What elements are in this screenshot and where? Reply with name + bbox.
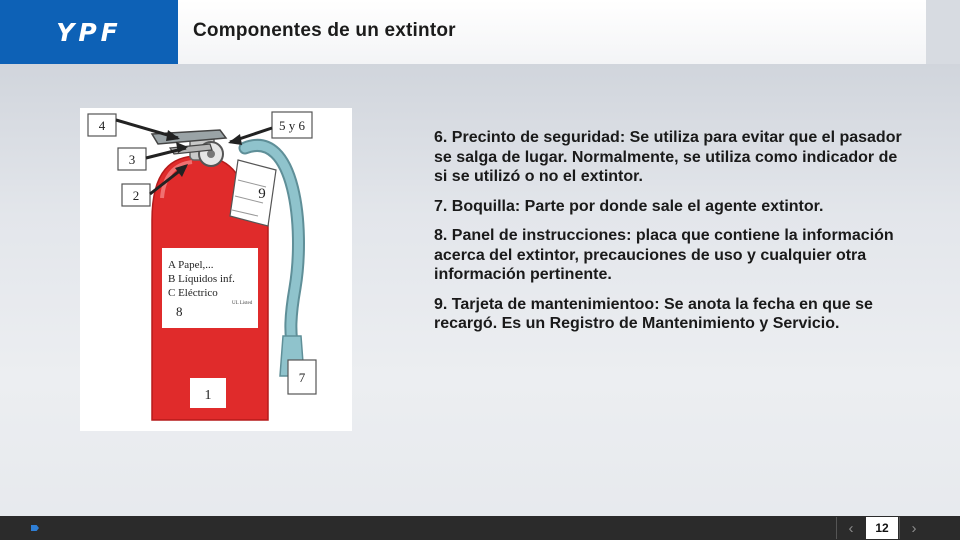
gauge-center — [207, 150, 215, 158]
ypf-logo — [0, 0, 178, 64]
maintenance-tag — [230, 160, 276, 226]
chevron-right-icon: › — [911, 519, 917, 537]
callout-3: 3 — [128, 152, 136, 167]
paragraph-seal: 6. Precinto de seguridad: Se utiliza para evitar que el pasador se salga de lugar. Normalmente, se utiliza como indicador de si se utilizó o no el extintor. — [434, 129, 902, 185]
callout-4: 4 — [98, 118, 106, 133]
callout-7: 7 — [298, 370, 306, 385]
header-accent — [926, 0, 960, 64]
panel-line-b: B Líquidos inf. — [168, 273, 235, 285]
footer-bar — [0, 516, 960, 540]
panel-ul-listed: UL Listed — [232, 301, 253, 306]
page-number: 12 — [866, 517, 898, 539]
prev-slide-button[interactable] — [836, 517, 865, 539]
panel-line-a: A Papel,... — [168, 259, 214, 271]
chevron-left-icon: ‹ — [848, 519, 854, 537]
paragraph-tag: 9. Tarjeta de mantenimientoo: Se anota la fecha en que se recargó. Es un Registro de Mantenimiento y Servicio. — [434, 295, 873, 332]
panel-line-c: C Eléctrico — [168, 287, 218, 299]
logo-text: YPF — [56, 17, 122, 47]
next-slide-button[interactable] — [899, 517, 928, 539]
extinguisher-diagram — [80, 108, 352, 431]
callout-5-6: 5 y 6 — [279, 118, 305, 133]
callout-2: 2 — [132, 188, 140, 203]
header-bar — [0, 0, 960, 64]
panel-number-8: 8 — [176, 304, 183, 319]
footer-marker-icon — [31, 525, 39, 531]
callout-1: 1 — [204, 388, 212, 403]
paragraph-nozzle: 7. Boquilla: Parte por donde sale el agente extintor. — [434, 197, 824, 215]
arrow-5-6-head — [228, 134, 242, 145]
callout-9: 9 — [258, 186, 266, 202]
slide-title: Componentes de un extintor — [193, 20, 456, 41]
paragraph-panel: 8. Panel de instrucciones: placa que contiene la información acerca del extintor, precauciones de uso y cualquier otra información pertinente. — [434, 227, 894, 283]
extinguisher-illustration — [80, 108, 352, 431]
content-text — [434, 128, 904, 344]
